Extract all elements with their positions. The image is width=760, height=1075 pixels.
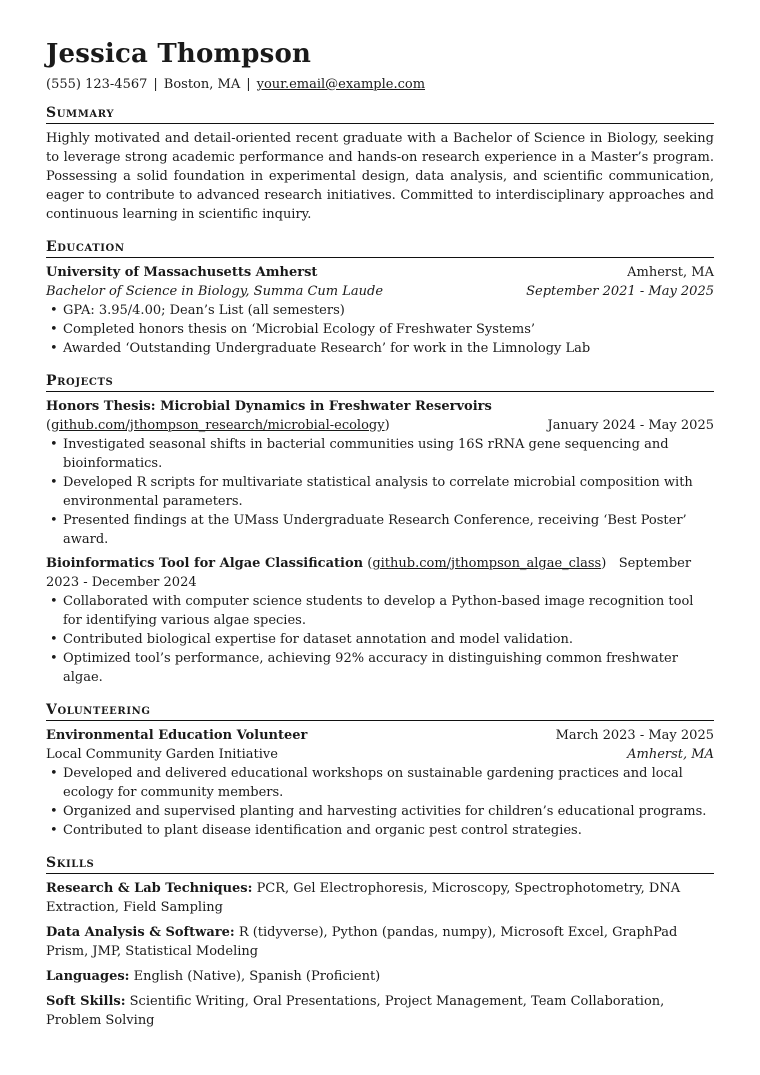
skill-value: Scientific Writing, Oral Presentations, Project Management, Team Collaboration, Problem Solving: [46, 994, 665, 1028]
list-item: • Developed R scripts for multivariate statistical analysis to correlate microbial composition with environmental parameters.: [46, 473, 714, 511]
project-dates: January 2024 - May 2025: [547, 418, 714, 433]
section-title-skills: Skills: [46, 854, 714, 874]
list-item: • Awarded ‘Outstanding Undergraduate Research’ for work in the Limnology Lab: [46, 339, 714, 358]
skills-list: [46, 879, 714, 1030]
volunteer-bullets: [46, 764, 714, 840]
volunteer-role: Environmental Education Volunteer: [46, 728, 308, 743]
list-item: • Investigated seasonal shifts in bacterial communities using 16S rRNA gene sequencing and bioinformatics.: [46, 435, 714, 473]
contact-separator: |: [153, 77, 158, 92]
list-item: • Collaborated with computer science students to develop a Python-based image recognition tool for identifying various algae species.: [46, 592, 714, 630]
skill-entry: [46, 879, 714, 917]
resume-page: [46, 38, 714, 1030]
list-item: • Contributed biological expertise for dataset annotation and model validation.: [46, 630, 714, 649]
project-bullets: [46, 592, 714, 687]
project-bullets: [46, 435, 714, 549]
list-item: • GPA: 3.95/4.00; Dean’s List (all semesters): [46, 301, 714, 320]
education-bullets: [46, 301, 714, 358]
email-link[interactable]: your.email@example.com: [256, 77, 426, 92]
contact-separator: |: [246, 77, 251, 92]
skill-value: R (tidyverse), Python (pandas, numpy), Microsoft Excel, GraphPad Prism, JMP, Statistical Modeling: [46, 925, 678, 959]
contact-line: [46, 76, 714, 94]
education-subheader: [46, 282, 714, 301]
section-title-volunteering: Volunteering: [46, 701, 714, 721]
skill-entry: [46, 967, 714, 986]
phone-number: (555) 123-4567: [46, 77, 148, 92]
degree: Bachelor of Science in Biology, Summa Cum Laude: [46, 284, 384, 299]
volunteer-location: Amherst, MA: [627, 747, 714, 762]
skill-value: PCR, Gel Electrophoresis, Microscopy, Spectrophotometry, DNA Extraction, Field Sampling: [46, 881, 681, 915]
section-title-education: Education: [46, 238, 714, 258]
skill-value: English (Native), Spanish (Proficient): [133, 969, 381, 984]
list-item: • Contributed to plant disease identification and organic pest control strategies.: [46, 821, 714, 840]
project-name: Honors Thesis: Microbial Dynamics in Freshwater Reservoirs: [46, 399, 492, 414]
school-location: Amherst, MA: [627, 265, 714, 280]
volunteer-subheader: [46, 745, 714, 764]
list-item: • Organized and supervised planting and harvesting activities for children’s educational programs.: [46, 802, 714, 821]
skill-label: Languages:: [46, 969, 130, 984]
project-link[interactable]: github.com/jthompson_research/microbial-ecology: [51, 418, 385, 433]
project-link[interactable]: github.com/jthompson_algae_class: [372, 556, 602, 571]
education-header: [46, 263, 714, 282]
project-header: Honors Thesis: Microbial Dynamics in Freshwater Reservoirs (github.com/jthompson_research/microbial-ecology) January 2024 - May 2025: [46, 399, 714, 433]
summary-text: Highly motivated and detail-oriented recent graduate with a Bachelor of Science in Biology, seeking to leverage strong academic performance and hands-on research experience in a Master’s program. Possessing a solid foundation in experimental design, data analysis, and scientific communication, eager to contribute to advanced research initiatives. Committed to interdisciplinary approaches and continuous learning in scientific inquiry.: [46, 131, 714, 222]
skill-label: Soft Skills:: [46, 994, 126, 1009]
skill-entry: [46, 992, 714, 1030]
school-name: University of Massachusetts Amherst: [46, 265, 318, 280]
project-header: Bioinformatics Tool for Algae Classification (github.com/jthompson_algae_class) September 2023 - December 2024: [46, 556, 692, 590]
skill-label: Data Analysis & Software:: [46, 925, 235, 940]
list-item: • Presented findings at the UMass Undergraduate Research Conference, receiving ‘Best Poster’ award.: [46, 511, 714, 549]
location: Boston, MA: [163, 77, 241, 92]
volunteer-dates: March 2023 - May 2025: [555, 728, 714, 743]
list-item: • Completed honors thesis on ‘Microbial Ecology of Freshwater Systems’: [46, 320, 714, 339]
section-title-summary: Summary: [46, 104, 714, 124]
skill-entry: [46, 923, 714, 961]
candidate-name: Jessica Thompson: [46, 39, 312, 69]
project-dates: September 2023 - December 2024: [46, 556, 692, 590]
education-dates: September 2021 - May 2025: [526, 284, 714, 299]
section-title-projects: Projects: [46, 372, 714, 392]
volunteer-header: [46, 726, 714, 745]
volunteer-org: Local Community Garden Initiative: [46, 747, 278, 762]
list-item: • Developed and delivered educational workshops on sustainable gardening practices and local ecology for community members.: [46, 764, 714, 802]
skill-label: Research & Lab Techniques:: [46, 881, 253, 896]
list-item: • Optimized tool’s performance, achieving 92% accuracy in distinguishing common freshwater algae.: [46, 649, 714, 687]
project-name: Bioinformatics Tool for Algae Classification: [46, 556, 364, 571]
